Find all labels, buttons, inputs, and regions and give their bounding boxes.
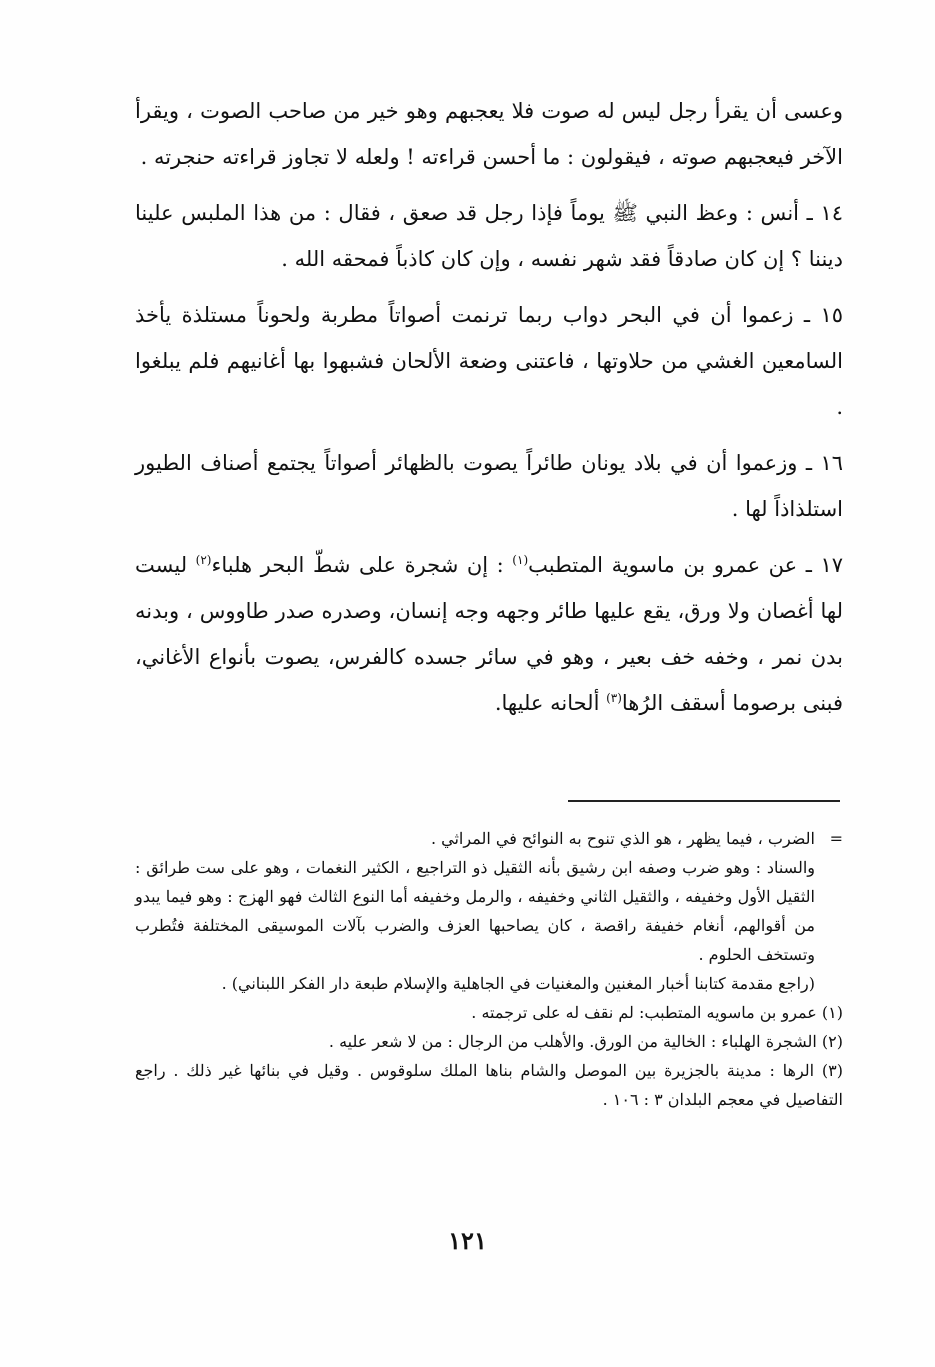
paragraph-17-text-part-4: ألحانه عليها. [494,691,607,715]
paragraph-17 [135,542,843,726]
paragraph-17-text-part-1: ١٧ ـ عن عمرو بن ماسوية المتطبب [528,553,843,577]
continued-footnote-line: (راجع مقدمة كتابنا أخبار المغنين والمغنيات في الجاهلية والإسلام طبعة دار الفكر اللبناني) . [221,974,815,993]
paragraph-15: ١٥ ـ زعموا أن في البحر دواب ربما ترنمت أصواتاً مطربة ولحوناً مستلذة يأخذ السامعين الغشي من حلاوتها ، فاعتنى وضعة الألحان فشبهوا بها أغانيهم فلم يبلغوا . [135,303,843,419]
footnote-list [135,998,843,1114]
footnote-ref-1: (١) [512,553,529,567]
footnote-2: (٢) الشجرة الهلباء : الخالية من الورق. والأهلب من الرجال : من لا شعر عليه . [328,1032,843,1051]
footnote-ref-2: (٢) [195,553,212,567]
paragraph-16: ١٦ ـ وزعموا أن في بلاد يونان طائراً يصوت بالظهائر أصواتاً يجتمع أصناف الطيور استلذاذاً لها . [135,451,843,521]
continued-footnote-line: والسناد : وهو ضرب وصفه ابن رشيق بأنه الثقيل ذو التراجيع ، الكثير النغمات ، وهو على ست طرائق : الثقيل الأول وخفيفه ، والثقيل الثاني وخفيفه ، والرمل وخفيفه أما النوع الثالث فهو الهزج : وهو فيما يبدو من أقوالهم، أنغام خفيفة راقصة ، كان يصاحبها العزف والضرب بآلات الموسيقى المختلفة فتُطرب وتستخف الحلوم . [135,858,815,964]
continued-footnote-marker: = [829,829,843,848]
paragraph-17-text-part-3: ليست لها أغصان ولا ورق، يقع عليها طائر وجهه وجه إنسان، وصدره صدر طاووس ، وبدنه بدن نمر ، وخفه خف بعير ، وهو في سائر جسده كالفرس، يصوت بأنواع الأغاني، فبنى برصوما أسقف الرُها [135,553,843,715]
paragraph-14: ١٤ ـ أنس : وعظ النبي ﷺ يوماً فإذا رجل قد صعق ، فقال : من هذا الملبس علينا ديننا ؟ إن كان صادقاً فقد شهر نفسه ، وإن كان كاذباً فمحقه الله . [135,201,843,271]
footnotes-block [135,824,843,1114]
page-number: ١٢١ [448,1226,487,1255]
footnote-1: (١) عمرو بن ماسويه المتطبب: لم نقف له على ترجمته . [471,1003,843,1022]
paragraph-17-text-part-2: : إن شجرة على شطّ البحر هلباء [211,553,513,577]
footnote-separator-rule [568,800,840,802]
footnote-3: (٣) الرها : مدينة بالجزيرة بين الموصل والشام بناها الملك سلوقوس . وقيل في بنائها غير ذلك . راجع التفاصيل في معجم البلدان ٣ : ١٠٦ . [135,1061,844,1109]
paragraph-intro: وعسى أن يقرأ رجل ليس له صوت فلا يعجبهم وهو خير من صاحب الصوت ، ويقرأ الآخر فيعجبهم صوته ، فيقولون : ما أحسن قراءته ! ولعله لا تجاوز قراءته حنجرته . [135,99,843,169]
continued-footnote [135,824,843,998]
continued-footnote-line: الضرب ، فيما يظهر ، هو الذي تنوح به النوائح في المراثي . [430,829,815,848]
main-text-block [135,88,843,736]
footnote-ref-3: (٣) [606,691,622,705]
